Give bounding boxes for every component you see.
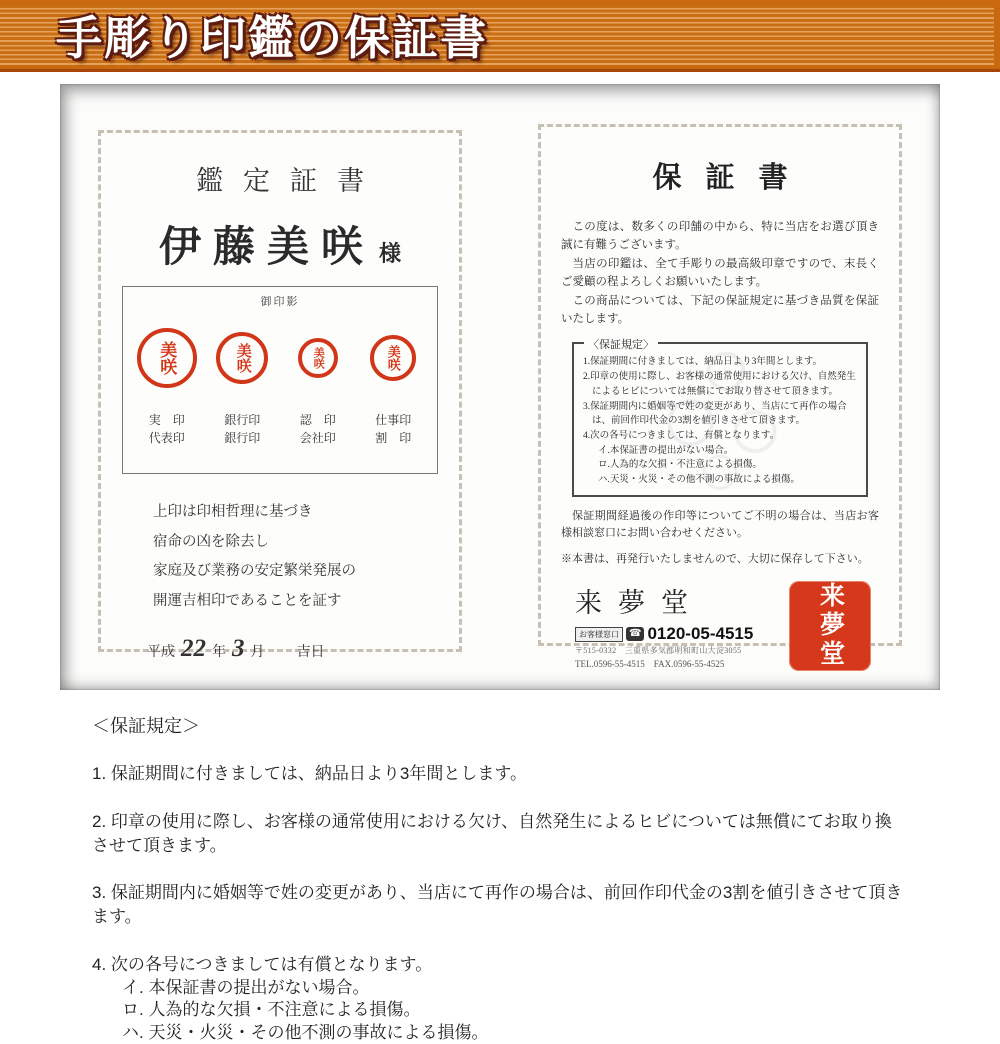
seal-stamp-mitomein: [298, 338, 338, 378]
provisions-box: [572, 339, 868, 496]
store-stamp-text: 来夢堂: [816, 582, 844, 670]
warranty-title: 保証書: [652, 162, 812, 194]
freedial-number: 0120-05-4515: [647, 624, 754, 644]
date-era: 平成: [147, 644, 175, 660]
store-address: 〒515-0332 三重県多気郡明和町山大淀3055: [575, 646, 742, 656]
provision-item: 3.保証期間内に婚姻等で姓の変更があり、当店にて再作の場合は、前回作印代金の3割を値引きさせて頂きます。: [583, 401, 847, 427]
seal-label-line: 割 印: [375, 431, 412, 445]
seal-label-line: 代表印: [148, 431, 185, 445]
provision-sub-item: ロ.人為的な欠損・不注意による損傷。: [598, 460, 762, 471]
warranty-paragraph: この度は、数多くの印舗の中から、特に当店をお選び頂き誠に有難うございます。: [561, 221, 879, 252]
holder-name-suffix: 様: [379, 241, 402, 266]
warranty-paragraph: この商品については、下記の保証規定に基づき品質を保証いたします。: [561, 294, 879, 325]
seal-label-line: 銀行印: [224, 413, 261, 427]
seal-cell: [282, 338, 354, 378]
holder-name: 伊藤美咲: [158, 225, 375, 271]
seal-label: [357, 411, 429, 447]
seal-row: [123, 319, 437, 397]
warranty-paragraphs: [561, 218, 879, 328]
seal-label-line: 仕事印: [375, 413, 412, 427]
store-tel-fax: TEL.0596-55-4515 FAX.0596-55-4525: [575, 659, 725, 670]
seal-stamp-text: 美咲: [157, 341, 177, 375]
customer-window-label: お客様窓口: [575, 627, 623, 642]
seal-label-line: 認 印: [299, 413, 336, 427]
warranty-note: ※本書は、再発行いたしませんので、大切に保存して下さい。: [561, 553, 869, 565]
contact-phone-line: [575, 624, 753, 644]
seal-label-line: 会社印: [299, 431, 336, 445]
date-year: 22: [181, 634, 206, 662]
store-contact: [575, 624, 753, 670]
bottom-sub-item: ハ. 天災・火災・その他不測の事故による損傷。: [122, 1022, 489, 1042]
date-month-unit: 月: [250, 644, 265, 660]
bottom-heading: ＜保証規定＞: [92, 716, 200, 736]
date-month: 3: [232, 634, 245, 662]
statement-line: 上印は印相哲理に基づき: [153, 504, 313, 520]
seal-cell: [131, 328, 203, 388]
seal-stamp-ginkoin: [216, 332, 268, 384]
store-name: 来夢堂: [575, 588, 704, 619]
provision-sub-item: イ.本保証書の提出がない場合。: [598, 445, 734, 456]
holder-name-row: [101, 214, 459, 274]
appraisal-date: [147, 635, 459, 663]
provision-item: 4.次の各号につきましては、有償となります。: [583, 430, 780, 441]
bottom-item: 3. 保証期間内に婚姻等で姓の変更があり、当店にて再作の場合は、前回作印代金の3割を値引きさせて頂きます。: [92, 883, 903, 927]
bottom-item: 1. 保証期間に付きましては、納品日より3年間とします。: [92, 764, 527, 783]
seal-label-line: 銀行印: [224, 431, 261, 445]
seal-label: [282, 411, 354, 447]
statement-line: 宿命の凶を除去し: [153, 533, 269, 550]
store-row: [575, 581, 871, 671]
seal-cell: [206, 332, 278, 384]
appraisal-certificate: [98, 130, 462, 662]
store-info: [575, 581, 753, 670]
seal-stamp-text: 美咲: [312, 347, 325, 369]
seal-stamp-shigotoin: [370, 335, 416, 381]
warranty-certificate: [538, 124, 902, 670]
bottom-sub-item: ロ. 人為的な欠損・不注意による損傷。: [122, 1000, 421, 1020]
seal-label-row: [123, 411, 437, 447]
store-red-stamp: [789, 581, 871, 671]
banner-title: 手彫り印鑑の保証書: [56, 11, 488, 65]
provision-item: 2.印章の使用に際し、お客様の通常使用における欠け、自然発生によるヒビについては無償にてお取り替させて頂きます。: [583, 372, 856, 397]
certificates-photo: [60, 84, 940, 690]
bottom-sub-item: イ. 本保証書の提出がない場合。: [122, 977, 370, 997]
seal-label: [131, 411, 203, 447]
seal-cell: [357, 335, 429, 381]
appraisal-title: 鑑定証書: [196, 166, 384, 196]
date-day: 吉日: [296, 644, 325, 660]
seal-label-line: 実 印: [148, 413, 185, 427]
seal-label: [206, 411, 278, 447]
statement-line: 開運吉相印であることを証す: [153, 593, 342, 610]
provision-item: 1.保証期間に付きましては、納品日より3年間とします。: [583, 357, 823, 368]
seal-impressions-box: [122, 286, 438, 474]
seal-impressions-label: 御印影: [260, 296, 300, 308]
provisions-legend: 〈保証規定〉: [584, 336, 658, 352]
warranty-note: 保証期間経過後の作印等についてご不明の場合は、当店お客様相談窓口にお問い合わせください。: [561, 509, 879, 540]
seal-stamp-jitsuin: [137, 328, 197, 388]
page-banner: [0, 0, 1000, 72]
seal-stamp-text: 美咲: [385, 345, 401, 371]
bottom-item: 4. 次の各号につきましては有償となります。: [92, 954, 433, 974]
freedial-icon: ☎: [626, 627, 644, 641]
provision-sub-item: ハ.天災・火災・その他不測の事故による損傷。: [598, 475, 800, 486]
statement-line: 家庭及び業務の安定繁栄発展の: [153, 563, 356, 580]
warranty-paragraph: 当店の印鑑は、全て手彫りの最高級印章ですので、末長くご愛顧の程よろしくお願いいたします。: [561, 257, 879, 289]
seal-stamp-text: 美咲: [234, 343, 251, 373]
date-year-unit: 年: [212, 644, 226, 660]
appraisal-statement: [153, 498, 459, 617]
banner-stripes: [0, 5, 994, 65]
bottom-provisions: [0, 712, 1000, 1044]
bottom-item: 2. 印章の使用に際し、お客様の通常使用における欠け、自然発生によるヒビについては無償にてお取り換させて頂きます。: [92, 811, 892, 855]
